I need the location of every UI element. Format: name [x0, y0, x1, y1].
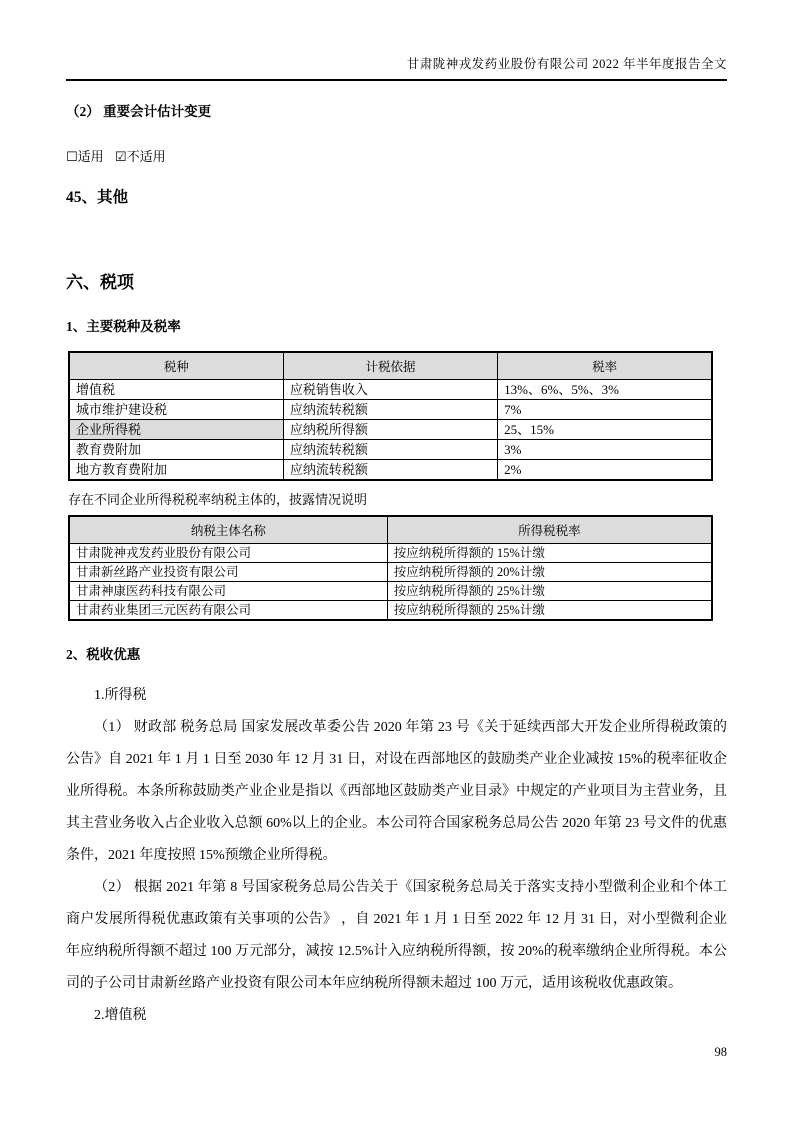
table-row	[69, 400, 712, 420]
table-cell: 增值税	[69, 380, 283, 400]
table-row	[69, 544, 712, 563]
heading-tax-incentives: 2、税收优惠	[66, 647, 141, 662]
table-cell: 甘肃陇神戎发药业股份有限公司	[69, 544, 387, 563]
table-cell: 应纳流转税额	[283, 460, 497, 481]
table-cell: 教育费附加	[69, 440, 283, 460]
table-cell: 应纳流转税额	[283, 400, 497, 420]
table-cell: 地方教育费附加	[69, 460, 283, 481]
heading-other: 45、其他	[66, 189, 129, 206]
table-cell: 25、15%	[498, 420, 712, 440]
table-header-row	[69, 352, 712, 380]
tax-rate-table	[68, 351, 713, 481]
heading-tax-items: 六、税项	[66, 273, 134, 292]
table-row	[69, 440, 712, 460]
option-not-applicable-label: 不适用	[126, 149, 166, 164]
table-cell: 甘肃药业集团三元医药有限公司	[69, 601, 387, 621]
table-header-cell-tax-type: 税种	[69, 352, 283, 380]
option-not-applicable	[115, 149, 166, 164]
table-cell: 甘肃新丝路产业投资有限公司	[69, 563, 387, 582]
tax-incentive-text	[66, 680, 727, 1032]
table-cell: 应纳流转税额	[283, 440, 497, 460]
table-header-cell-income-tax-rate: 所得税税率	[387, 516, 712, 544]
table-cell: 按应纳税所得额的 15%计缴	[387, 544, 712, 563]
income-tax-paragraph-1: （1） 财政部 税务总局 国家发展改革委公告 2020 年第 23 号《关于延续西部大开发企业所得税政策的公告》自 2021 年 1 月 1 日至 2030 年 12 月 31 日，对设在西部地区的鼓励类产业企业减按 15%的税率征收企业所得税。本条所称鼓励类产业企业是指以《西部地区鼓励类产业目录》中规定的产业项目为主营业务，且其主营业务收入占企业收入总额 60%以上的企业。本公司符合国家税务总局公告 2020 年第 23 号文件的优惠条件，2021 年度按照 15%预缴企业所得税。	[66, 720, 727, 863]
table-cell: 3%	[498, 440, 712, 460]
table-cell: 13%、6%、5%、3%	[498, 380, 712, 400]
heading-main-taxes: 1、主要税种及税率	[66, 319, 181, 334]
taxpayer-entity-table	[68, 515, 713, 621]
report-title: 甘肃陇神戎发药业股份有限公司 2022 年半年度报告全文	[406, 57, 727, 71]
table-cell: 按应纳税所得额的 20%计缴	[387, 563, 712, 582]
applicability-line	[66, 146, 727, 165]
table-row	[69, 420, 712, 440]
checkbox-checked-icon: ☑	[114, 150, 127, 165]
table-row	[69, 460, 712, 481]
table-header-cell-entity-name: 纳税主体名称	[69, 516, 387, 544]
table-row	[69, 601, 712, 621]
table-cell: 城市维护建设税	[69, 400, 283, 420]
table-row	[69, 380, 712, 400]
disclosure-note: 存在不同企业所得税税率纳税主体的，披露情况说明	[68, 492, 368, 507]
income-tax-subheading: 1.所得税	[94, 688, 147, 703]
checkbox-unchecked-icon: ☐	[66, 150, 78, 165]
page-header	[66, 54, 727, 81]
option-applicable	[66, 149, 104, 164]
table-cell: 按应纳税所得额的 25%计缴	[387, 601, 712, 621]
table-cell: 2%	[498, 460, 712, 481]
table-cell: 应税销售收入	[283, 380, 497, 400]
table-cell: 企业所得税	[69, 420, 283, 440]
page-footer	[715, 1045, 728, 1060]
table-header-cell-tax-basis: 计税依据	[283, 352, 497, 380]
table-header-row	[69, 516, 712, 544]
table-cell: 按应纳税所得额的 25%计缴	[387, 582, 712, 601]
vat-subheading: 2.增值税	[94, 1008, 147, 1023]
table-cell: 7%	[498, 400, 712, 420]
page-number: 98	[714, 1045, 727, 1059]
income-tax-paragraph-2: （2） 根据 2021 年第 8 号国家税务总局公告关于《国家税务总局关于落实支持小型微利企业和个体工商户发展所得税优惠政策有关事项的公告》 ，自 2021 年 1 月 1 日至 2022 年 12 月 31 日，对小型微利企业年应纳税所得额不超过 100 万元部分，减按 12.5%计入应纳税所得额，按 20%的税率缴纳企业所得税。本公司的子公司甘肃新丝路产业投资有限公司本年应纳税所得额未超过 100 万元，适用该税收优惠政策。	[66, 880, 727, 991]
table-cell: 甘肃神康医药科技有限公司	[69, 582, 387, 601]
table-cell: 应纳税所得额	[283, 420, 497, 440]
option-applicable-label: 适用	[77, 149, 104, 164]
table-row	[69, 563, 712, 582]
page-content	[66, 92, 727, 1032]
heading-accounting-estimate-change: （2） 重要会计估计变更	[66, 104, 212, 119]
table-header-cell-tax-rate: 税率	[498, 352, 712, 380]
table-row	[69, 582, 712, 601]
